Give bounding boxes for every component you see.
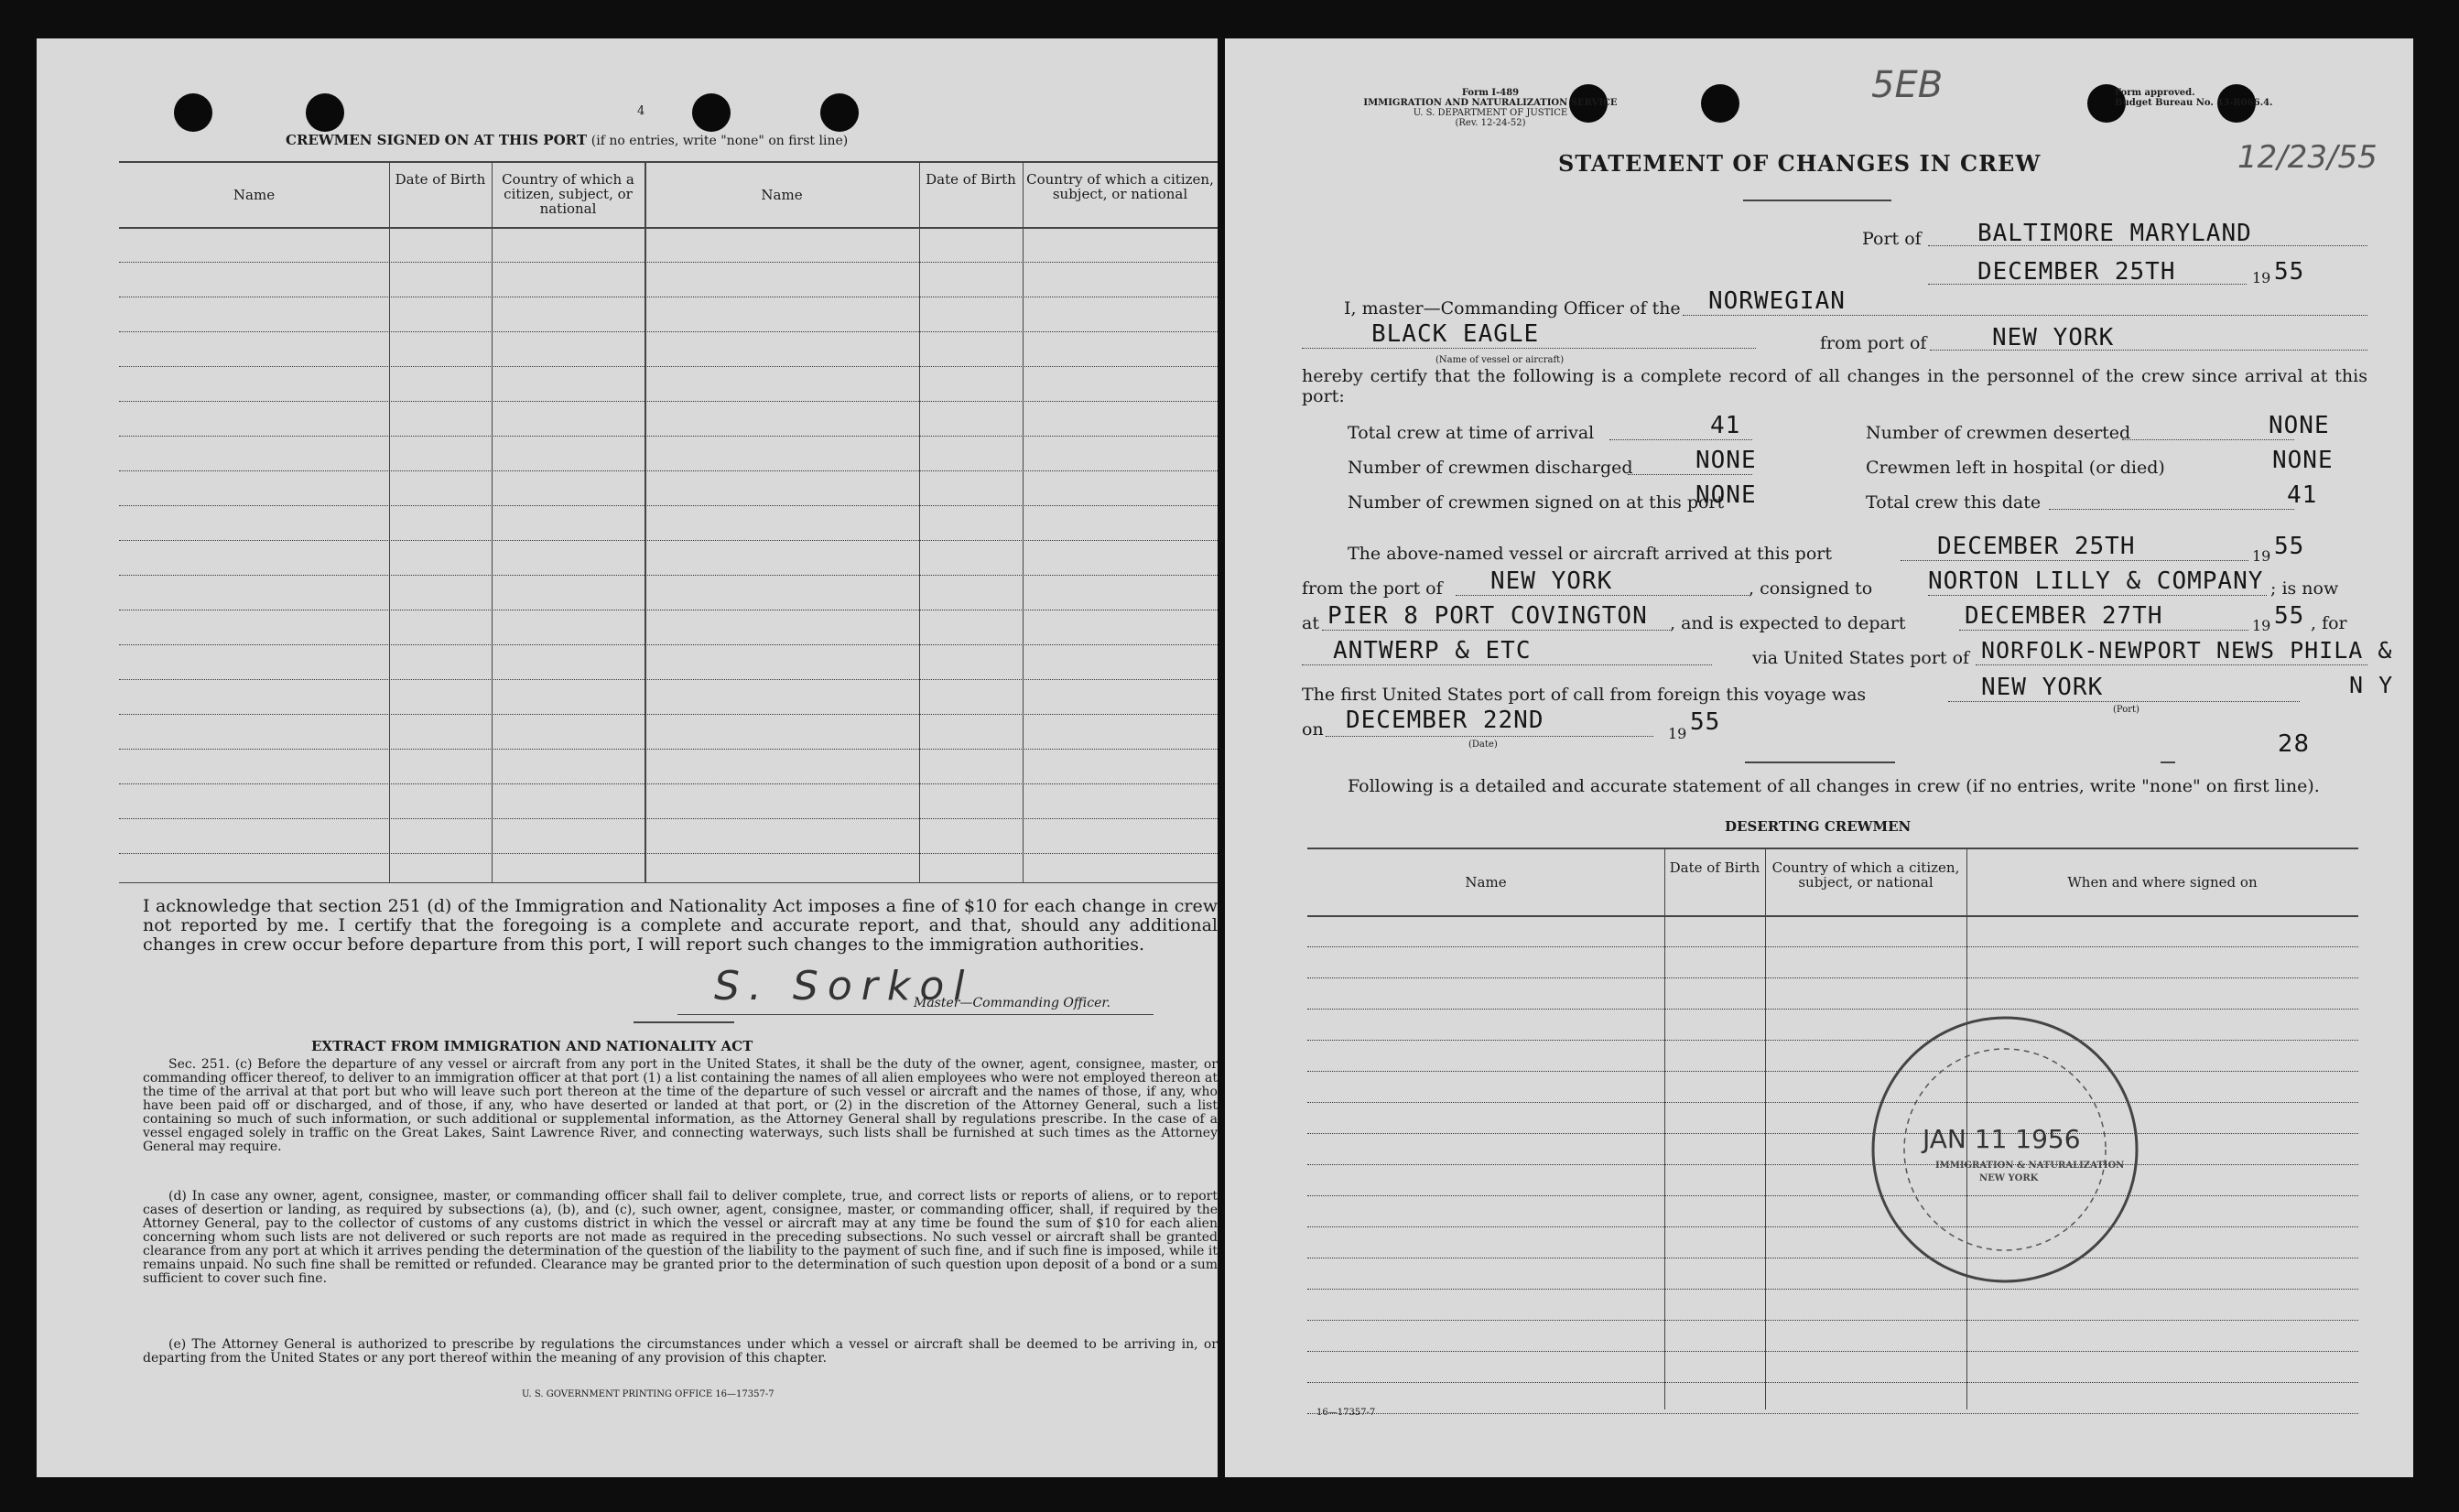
total-today-value: 41 (2287, 481, 2318, 509)
arrived-date-value: DECEMBER 25TH (1937, 533, 2136, 560)
master-label: I, master—Commanding Officer of the (1344, 298, 1681, 319)
report-year-value: 55 (2274, 258, 2305, 286)
punch-hole (174, 93, 212, 132)
right-page: Form I-489 IMMIGRATION AND NATURALIZATION SERVICE U. S. DEPARTMENT OF JUSTICE (Rev. 12-24-52) Form approved. Budget Bureau No. 43-R066.4. 5EB 12/23/55 STATEMENT OF CHANGES IN CREW Port of BALTIMORE MARYLAND DECEMBER 25TH 19 55 I, master—Commanding Officer of the NORWEGIAN BLACK EAGLE (Name of vessel or aircraft) from port of NEW YORK hereby certify that the following is a complete record of all changes in the personnel of the crew since arrival at this port: Total crew at time of arrival 41 Number of crewmen discharged NONE Number of crewmen signed on at this port NONE Number of crewmen deserted NONE Crewmen left in hospital (or died) NONE Total crew this date 41 The above-named vessel or aircraft arrived at this port DECEMBER 25TH 19 55 from the port of NEW YORK , consigned to NORTON LILLY & COMPANY ; is now at PIER 8 PORT COVINGTON , and is expected to depart DECEMBER 27TH 19 55 , for ANTWERP & ETC via United States port of NORFOLK-NEWPORT NEWS PHILA & N Y The first United States port of call from foreign this voyage was NEW YORK (Port) on DECEMBER 22ND 19 55 (Date) 28 Following is a detailed and accurate statement of all changes in crew (if no entries, write "none" on first line). DESERTING CREWMEN Name Date of Birth Country of which a citizen, subject, or national When and where signed on JAN 11 1956 IMMIGRATION & NATURALIZATION NEW YORK 16—17357-7 (1225, 38, 2413, 1477)
table-row-line (1307, 1102, 2358, 1103)
handwritten-date: 12/23/55 (2237, 139, 2378, 176)
column-header: Name (761, 187, 803, 203)
printer-line: U. S. GOVERNMENT PRINTING OFFICE 16—17357-7 (522, 1389, 775, 1399)
vessel-name-value: BLACK EAGLE (1371, 320, 1540, 348)
table-row-line (1307, 946, 2358, 947)
table-row-line (119, 470, 1218, 471)
table-row-line (1307, 1289, 2358, 1290)
table-row-line (1307, 1040, 2358, 1041)
acknowledgment-text: I acknowledge that section 251 (d) of the Immigration and Nationality Act imposes a fine of $10 for each change in crew not reported by me. I certify that the foregoing is a complete and accurate report, and that, should any additional changes in crew occur before departure from this port, I will report such changes to the immigration authorities. (143, 896, 1218, 955)
extract-title: EXTRACT FROM IMMIGRATION AND NATIONALITY ACT (311, 1038, 753, 1054)
table-row-line (119, 783, 1218, 784)
table-row-line (1307, 1009, 2358, 1010)
table-row-line (1307, 1382, 2358, 1383)
first-us-port-value: NEW YORK (1981, 674, 2104, 701)
budget-approval: Form approved. Budget Bureau No. 43-R066.4. (2115, 88, 2273, 108)
table-row-line (119, 644, 1218, 645)
extract-section-d: (d) In case any owner, agent, consignee, master, or commanding officer shall fail to deliver complete, true, and correct lists or reports of aliens, or to report cases of desertion or landing, as required by subsections (a), (b), and (c), such owner, agent, consignee, master, or commanding officer, shall, if required by the Attorney General, pay to the collector of customs of any customs district in which the vessel or aircraft may at any time be found the sum of $10 for each alien concerning whom such lists are not delivered or such reports are not made as required in the preceding subsections. No such vessel or aircraft shall be granted clearance from any port at which it arrives pending the determination of the question of the liability to the payment of such fine, and if such fine is imposed, while it remains unpaid. No such fine shall be remitted or refunded. Clearance may be granted prior to the determination of such question upon deposit of a bond or a sum sufficient to cover such fine. (143, 1189, 1218, 1286)
stamp-city: NEW YORK (1979, 1173, 2039, 1183)
table-row-line (119, 853, 1218, 854)
extract-section-c: Sec. 251. (c) Before the departure of any vessel or aircraft from any port in the United States, it shall be the duty of the owner, agent, consignee, master, or commanding officer thereof, to deliver to an immigration officer at that port (1) a list containing the names of all alien employees who were not employed thereon at the time of the arrival at that port but who will leave such port thereon at the time of the departure of such vessel or aircraft and the names of those, if any, who have been paid off or discharged, and of those, if any, who have deserted or landed at that port, or (2) in the discretion of the Attorney General, such a list containing so much of such information, or such additional or supplemental information, as the Attorney General shall by regulations prescribe. In the case of a vessel engaged solely in traffic on the Great Lakes, Saint Lawrence River, and connecting waterways, such lists shall be furnished at such times as the Attorney General may require. (143, 1057, 1218, 1154)
signature-caption: Master—Commanding Officer. (914, 996, 1110, 1010)
table-row-line (1307, 1133, 2358, 1134)
port-value: BALTIMORE MARYLAND (1977, 220, 2252, 247)
received-stamp (1868, 1012, 2142, 1287)
table-row-line (119, 262, 1218, 263)
table-row-line (119, 401, 1218, 402)
arrived-year-value: 55 (2274, 533, 2305, 560)
column-header: Date of Birth (926, 171, 1016, 188)
table-row-line (119, 505, 1218, 506)
first-port-date-value: DECEMBER 22ND (1346, 707, 1544, 734)
berth-location-value: PIER 8 PORT COVINGTON (1327, 602, 1648, 630)
column-header: Country of which a citizen, subject, or national (502, 171, 634, 217)
column-header: When and where signed on (2067, 874, 2258, 891)
report-date-value: DECEMBER 25TH (1977, 258, 2176, 286)
table-row-line (1307, 1351, 2358, 1352)
table-row-line (119, 436, 1218, 437)
total-arrival-value: 41 (1710, 412, 1741, 439)
stamp-date: JAN 11 1956 (1923, 1124, 2081, 1154)
table-row-line (1307, 1226, 2358, 1227)
master-signature: S. Sorkol (714, 963, 974, 1010)
table-row-line (1307, 1195, 2358, 1196)
column-header: Date of Birth (395, 171, 486, 188)
table-row-line (119, 366, 1218, 367)
page-count-number: 28 (2278, 730, 2311, 758)
departure-date-value: DECEMBER 27TH (1965, 602, 2163, 630)
signed-on-value: NONE (1695, 481, 1757, 509)
signed-on-section-title: CREWMEN SIGNED ON AT THIS PORT (if no entries, write "none" on first line) (286, 132, 849, 148)
discharged-value: NONE (1695, 447, 1757, 474)
page-number: 4 (637, 104, 645, 118)
table-row-line (1307, 1164, 2358, 1165)
via-ports-value-continued: N Y (2349, 672, 2394, 698)
departure-year-value: 55 (2274, 602, 2305, 630)
table-row-line (1307, 1071, 2358, 1072)
handwritten-reference: 5EB (1871, 64, 1944, 106)
table-row-line (1307, 977, 2358, 978)
column-header: Name (233, 187, 276, 203)
via-ports-value: NORFOLK-NEWPORT NEWS PHILA & (1981, 637, 2393, 664)
first-port-year-value: 55 (1690, 708, 1721, 736)
column-header: Country of which a citizen, subject, or national (1026, 171, 1214, 202)
left-page (37, 38, 1218, 1477)
nationality-value: NORWEGIAN (1708, 287, 1846, 315)
destination-value: ANTWERP & ETC (1333, 637, 1532, 664)
table-row-line (119, 749, 1218, 750)
printer-line: 16—17357-7 (1316, 1408, 1376, 1418)
stamp-agency: IMMIGRATION & NATURALIZATION (1935, 1161, 2125, 1171)
following-text: Following is a detailed and accurate statement of all changes in crew (if no entries, write "none" on first line). (1348, 776, 2320, 796)
column-header: Name (1465, 874, 1507, 891)
punch-hole (692, 93, 731, 132)
port-label: Port of (1862, 229, 1922, 249)
arrived-from-port-value: NEW YORK (1490, 567, 1613, 595)
deserting-crewmen-title: DESERTING CREWMEN (1725, 818, 1912, 835)
form-title: STATEMENT OF CHANGES IN CREW (1558, 150, 2042, 177)
table-row-line (119, 818, 1218, 819)
punch-hole (306, 93, 344, 132)
table-row-line (1307, 1320, 2358, 1321)
column-header: Date of Birth (1669, 859, 1760, 876)
extract-section-e: (e) The Attorney General is authorized to prescribe by regulations the circumstances under which a vessel or aircraft shall be deemed to be arriving in, or departing from the United States or any port thereof within the meaning of any provision of this chapter. (143, 1337, 1218, 1366)
punch-hole (1701, 84, 1739, 123)
certify-text: hereby certify that the following is a complete record of all changes in the personnel of the crew since arrival at this port: (1302, 366, 2367, 406)
table-row-line (119, 575, 1218, 576)
table-row-line (119, 540, 1218, 541)
table-row-line (119, 714, 1218, 715)
table-row-line (119, 331, 1218, 332)
column-header: Country of which a citizen, subject, or national (1771, 859, 1960, 891)
table-row-line (119, 679, 1218, 680)
agency-header: Form I-489 IMMIGRATION AND NATURALIZATION SERVICE U. S. DEPARTMENT OF JUSTICE (Rev. 12-24-52) (1363, 88, 1618, 128)
table-row-line (1307, 1413, 2358, 1414)
hospital-value: NONE (2272, 447, 2334, 474)
from-port-value: NEW YORK (1992, 324, 2115, 351)
punch-hole (820, 93, 859, 132)
deserted-value: NONE (2269, 412, 2330, 439)
consignee-value: NORTON LILLY & COMPANY (1928, 567, 2264, 595)
